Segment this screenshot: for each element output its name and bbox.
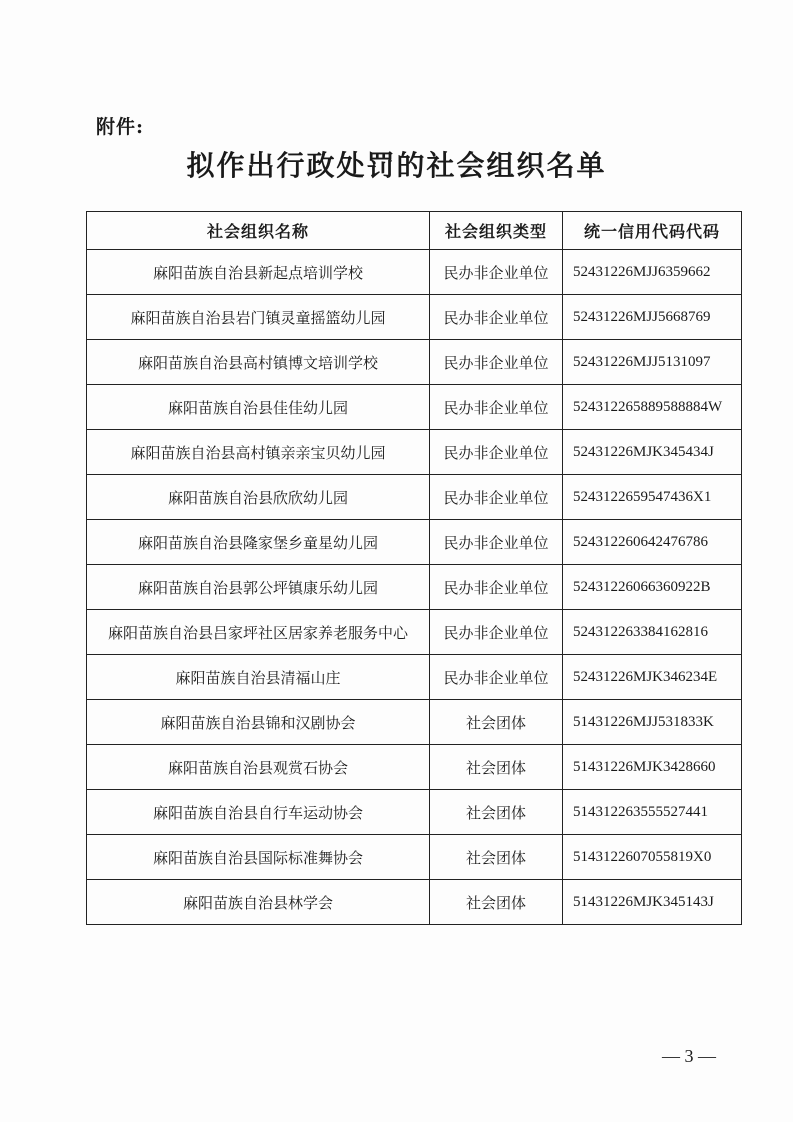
org-name-cell: 麻阳苗族自治县锦和汉剧协会 [87, 700, 430, 745]
table-row [87, 790, 742, 835]
table-row [87, 340, 742, 385]
org-name-cell: 麻阳苗族自治县观赏石协会 [87, 745, 430, 790]
table-row [87, 880, 742, 925]
table-row [87, 835, 742, 880]
table-row [87, 565, 742, 610]
attachment-label: 附件: [96, 116, 145, 138]
org-type-cell: 民办非企业单位 [430, 295, 563, 340]
org-name-cell: 麻阳苗族自治县高村镇亲亲宝贝幼儿园 [87, 430, 430, 475]
org-type-cell: 社会团体 [430, 880, 563, 925]
table-row [87, 655, 742, 700]
org-name-cell: 麻阳苗族自治县高村镇博文培训学校 [87, 340, 430, 385]
org-type-cell: 民办非企业单位 [430, 430, 563, 475]
credit-code-cell: 52431226MJK346234E [563, 655, 742, 700]
table-row [87, 520, 742, 565]
credit-code-cell: 52431226MJJ5668769 [563, 295, 742, 340]
credit-code-cell: 51431226MJK345143J [563, 880, 742, 925]
header-org-type: 社会组织类型 [430, 212, 563, 250]
table-row [87, 385, 742, 430]
page-title: 拟作出行政处罚的社会组织名单 [186, 149, 607, 182]
table-row [87, 295, 742, 340]
org-type-cell: 民办非企业单位 [430, 520, 563, 565]
page-number: — 3 — [662, 1046, 716, 1066]
org-name-cell: 麻阳苗族自治县林学会 [87, 880, 430, 925]
table-row [87, 610, 742, 655]
credit-code-cell: 51431226MJK3428660 [563, 745, 742, 790]
org-name-cell: 麻阳苗族自治县欣欣幼儿园 [87, 475, 430, 520]
table-row [87, 430, 742, 475]
table-row [87, 700, 742, 745]
credit-code-cell: 52431226MJJ6359662 [563, 250, 742, 295]
table-header-row [87, 212, 742, 250]
org-type-cell: 社会团体 [430, 700, 563, 745]
org-name-cell: 麻阳苗族自治县新起点培训学校 [87, 250, 430, 295]
org-name-cell: 麻阳苗族自治县岩门镇灵童摇篮幼儿园 [87, 295, 430, 340]
org-name-cell: 麻阳苗族自治县郭公坪镇康乐幼儿园 [87, 565, 430, 610]
org-name-cell: 麻阳苗族自治县自行车运动协会 [87, 790, 430, 835]
org-type-cell: 民办非企业单位 [430, 385, 563, 430]
org-type-cell: 民办非企业单位 [430, 565, 563, 610]
header-credit-code: 统一信用代码代码 [563, 212, 742, 250]
org-type-cell: 社会团体 [430, 790, 563, 835]
credit-code-cell: 524312260642476786 [563, 520, 742, 565]
credit-code-cell: 51431226MJJ531833K [563, 700, 742, 745]
org-type-cell: 民办非企业单位 [430, 475, 563, 520]
organization-table [86, 211, 742, 925]
credit-code-cell: 514312263555527441 [563, 790, 742, 835]
table-row [87, 250, 742, 295]
table-row [87, 745, 742, 790]
org-name-cell: 麻阳苗族自治县佳佳幼儿园 [87, 385, 430, 430]
org-type-cell: 民办非企业单位 [430, 655, 563, 700]
org-type-cell: 民办非企业单位 [430, 250, 563, 295]
org-name-cell: 麻阳苗族自治县隆家堡乡童星幼儿园 [87, 520, 430, 565]
credit-code-cell: 52431226MJJ5131097 [563, 340, 742, 385]
credit-code-cell: 5143122607055819X0 [563, 835, 742, 880]
credit-code-cell: 5243122659547436X1 [563, 475, 742, 520]
header-org-name: 社会组织名称 [87, 212, 430, 250]
org-type-cell: 社会团体 [430, 835, 563, 880]
org-name-cell: 麻阳苗族自治县清福山庄 [87, 655, 430, 700]
credit-code-cell: 52431226066360922B [563, 565, 742, 610]
org-name-cell: 麻阳苗族自治县国际标准舞协会 [87, 835, 430, 880]
credit-code-cell: 524312263384162816 [563, 610, 742, 655]
credit-code-cell: 524312265889588884W [563, 385, 742, 430]
org-name-cell: 麻阳苗族自治县吕家坪社区居家养老服务中心 [87, 610, 430, 655]
credit-code-cell: 52431226MJK345434J [563, 430, 742, 475]
org-type-cell: 民办非企业单位 [430, 340, 563, 385]
org-type-cell: 社会团体 [430, 745, 563, 790]
table-row [87, 475, 742, 520]
org-type-cell: 民办非企业单位 [430, 610, 563, 655]
